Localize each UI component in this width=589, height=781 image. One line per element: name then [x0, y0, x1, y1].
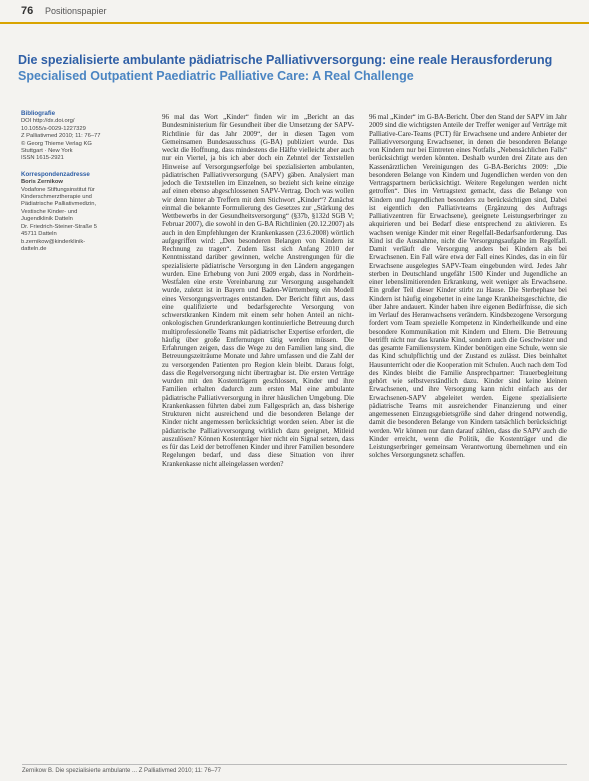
- bibliography-line: 10.1055/s-0029-1227329: [21, 125, 86, 132]
- article-subtitle: Specialised Outpatient Paediatric Palliative Care: A Real Challenge: [18, 69, 414, 83]
- correspondence-block: [21, 171, 145, 253]
- body-column-2: [369, 113, 567, 460]
- article-sidebar: [21, 110, 145, 261]
- bibliography-block: [21, 110, 145, 163]
- body-text: 96 mal „Kinder“ im G-BA-Bericht. Über den Stand der SAPV im Jahr 2009 sind die wichtigsten Anteile der Treffer weniger auf Verträge mit Palliative-Care-Teams (PCT) für Erwachsene und andere Anbieter der Palliativversorgung Erwachsener, in denen die besonderen Belange von Kindern nur bei Eintreten eines Notfalls „Nebensächlichen Falls“ berücksichtigt werden könnten. Deshalb wurden drei Zitate aus den Kassenärztlichen Vereinigungen des G-BA-Berichts 2009: „Die besonderen Belange von Kindern und Jugendlichen werden von den Vertragspartnern berücksichtigt. Weitere Regelungen werden nicht getroffen“. Dies im Vertragstext gemacht, dass die Belange von Kindern und Jugendlichen besonders zu berücksichtigen sind, Dabei ist eigentlich den Palliativteams (Ergänzung des Auftrags Palliativzentren für Erwachsene), geeignete Leistungserbringer zu akquirieren und bei Bedarf diese entsprechend zu aktivieren. Es wachsen wenige Kinder mit einer Regelfall-Bedarfsanforderung. Das Kind ist die Ausnahme, nicht die Versorgungsaufgabe im Regelfall. Damit verläuft die Versorgung anders bei Kindern als bei Erwachsenen. Ein Fall wäre etwa der Fall eines Kindes, das in ein für Erwachsene ausgelegtes SAPV-Team eingebunden wird. Jedes Jahr sterben in Deutschland ungefähr 1500 Kinder und Jugendliche an einer lebenslimitierenden Erkrankung, weit weniger als Erwachsene. Ein großer Teil dieser Kinder stirbt zu Hause. Die Sterbephase bei Kindern ist häufig eingebettet in eine lange Krankheitsgeschichte, die über Jahre andauert. Kinder haben ihre eigenen Bedürfnisse, die sich im Verlauf des Heranwachsens verändern. Kindsbezogene Versorgung fordert vom Team spezielle Kompetenz in Kinderheilkunde und eine besondere Kommunikation mit Kindern und Eltern. Die Betreuung betrifft nicht nur das kranke Kind, sondern auch die Geschwister und das gesamte Familiensystem. Kinder benötigen eine Schule, wenn sie das Kind schulpflichtig und der Zustand es zulässt. Dies beinhaltet Hausunterricht oder die Kooperation mit Schulen. Auch nach dem Tod des Kindes bleibt die Familie Ansprechpartner: Trauerbegleitung gehört wie selbstverständlich dazu. Kinder sind keine kleinen Erwachsenen, und ihre Versorgung kann nicht einfach aus der Erwachsenen-SAPV abgeleitet werden. Eigene spezialisierte pädiatrische Teams mit ausreichender Finanzierung und einer angemessenen Einzugsgebietsgröße sind daher dringend notwendig, damit die besonderen Belange von Kindern tatsächlich berücksichtigt werden. Wir können nur dann darauf zählen, dass die SAPV auch die Kinder erreicht, wenn die Politik, die Kostenträger und die Leistungserbringer gemeinsam Verantwortung übernehmen und ein solches Versorgungsnetz schaffen.: [369, 113, 567, 460]
- page-footer: Zernikow B. Die spezialisierte ambulante ... Z Palliativmed 2010; 11: 76–77: [22, 764, 567, 774]
- address-line: Vestische Kinder- und: [21, 208, 78, 215]
- body-text: 96 mal das Wort „Kinder“ finden wir im „Bericht an das Bundesministerium für Gesundheit über die Umsetzung der SAPV-Richtlinie für das Jahr 2009“, der in diesen Tagen vom Gemeinsamen Bundesausschuss (G-BA) publiziert wurde. Das weckt die Hoffnung, dass mindestens die Hälfte vielleicht aber auch nur ein Viertel, ja bis ich aber doch ein Zehntel der Textstellen Hinweise auf Versorgungserfolge bei spezialisierten ambulanten, pädiatrischen Palliativversorgung (SAPV) gäben. Analysiert man jedoch die Textstellen im Einzelnen, so bezieht sich keine einzige auf einen ebenso abgeschlossenen SAPV-Vertrag. Doch was wollen wir denn hinter ab Treffern mit dem Stichwort „Kinder“? Zunächst einmal die bekannte Formulierung des Gesetzes zur „Stärkung des Wettbewerbs in der Gesundheitsversorgung“ (§37b, §132d SGB V; Februar 2007), die sowohl in den G-BA Richtlinien (20.12.2007) als auch in den Empfehlungen der Krankenkassen (23.6.2008) wörtlich aufgegriffen wird: „Den besonderen Belangen von Kindern ist Rechnung zu tragen“. Zudem lässt sich Anfang 2010 der Kenntnisstand darüber gewinnen, welche Anstrengungen für die spezialisierte pädiatrische Versorgung in den Ländern angegangen wurden. Eine Erhebung von Juni 2009 ergab, dass in Nordrhein-Westfalen eine erste Vereinbarung zur Versorgung ausgehandelt wurde, zuletzt ist in Bayern und Baden-Württemberg ein Modell eines Versorgungsvertrages entstanden. Der Bericht führt aus, dass eine qualifizierte und bedarfsgerechte Versorgung von schwerstkranken Kindern mit einem sehr hohen Anteil an nicht-onkologischen Grunderkrankungen kontinuierliche Betreuung durch multiprofessionelle Teams mit pädiatrischer Expertise erfordert, die häufig über große Entfernungen tätig werden müssen. Die Erfahrungen zeigen, dass die Wege zu den Familien lang sind, die Betreuungszeiträume Monate und Jahre umfassen und die Zahl der zu versorgenden Patienten pro Region klein bleibt. Daraus folgt, dass die Regelversorgung nicht übertragbar ist. Die ersten Verträge wurden mit den Kostenträgern geschlossen, Kinder und ihre Familien erhalten dadurch zum ersten Mal eine ambulante pädiatrische Palliativversorgung in ihrer häuslichen Umgebung. Die Krankenkassen führten dabei zum Fallgespräch an, dass bisherige Strukturen nicht ausreichend und die besonderen Belange der Kinder nicht angemessen berücksichtigt worden seien. Aber ist die pädiatrische Palliativversorgung wirklich dazu geeignet, Mitleid auszulösen? Können Kostenträger hier nicht ein Signal setzen, dass es für das Leid der betroffenen Kinder und ihrer Familien besondere Regelungen bedarf, und dass diese Situation von ihrer Krankenkasse nicht alleingelassen werden?: [162, 113, 354, 468]
- address-line: 45711 Datteln: [21, 231, 57, 238]
- page-number: 76: [21, 5, 34, 17]
- bibliography-line: © Georg Thieme Verlag KG: [21, 140, 92, 147]
- address-line: Vodafone Stiftungsinstitut für: [21, 186, 95, 193]
- bibliography-line: Stuttgart · New York: [21, 148, 73, 155]
- page-header: [0, 0, 589, 24]
- bibliography-line: DOI http://dx.doi.org/: [21, 118, 75, 125]
- address-line: b.zernikow@kinderklinik-: [21, 238, 86, 245]
- article-title: Die spezialisierte ambulante pädiatrische Palliativversorgung: eine reale Herausforderung: [18, 53, 553, 67]
- address-line: Kinderschmerztherapie und: [21, 194, 92, 201]
- bibliography-heading: Bibliografie: [21, 110, 56, 117]
- address-line: Jugendklinik Datteln: [21, 216, 73, 223]
- address-line: Pädiatrische Palliativmedizin,: [21, 201, 97, 208]
- bibliography-line: Z Palliativmed 2010; 11: 76–77: [21, 133, 101, 140]
- bibliography-line: ISSN 1615-2921: [21, 155, 64, 162]
- address-line: datteln.de: [21, 245, 47, 252]
- section-label: Positionspapier: [45, 6, 107, 16]
- address-line: Dr. Friedrich-Steiner-Straße 5: [21, 223, 98, 230]
- body-column-1: [162, 113, 354, 468]
- correspondence-heading: Korrespondenzadresse: [21, 170, 90, 178]
- author-name: Boris Zernikow: [21, 179, 63, 186]
